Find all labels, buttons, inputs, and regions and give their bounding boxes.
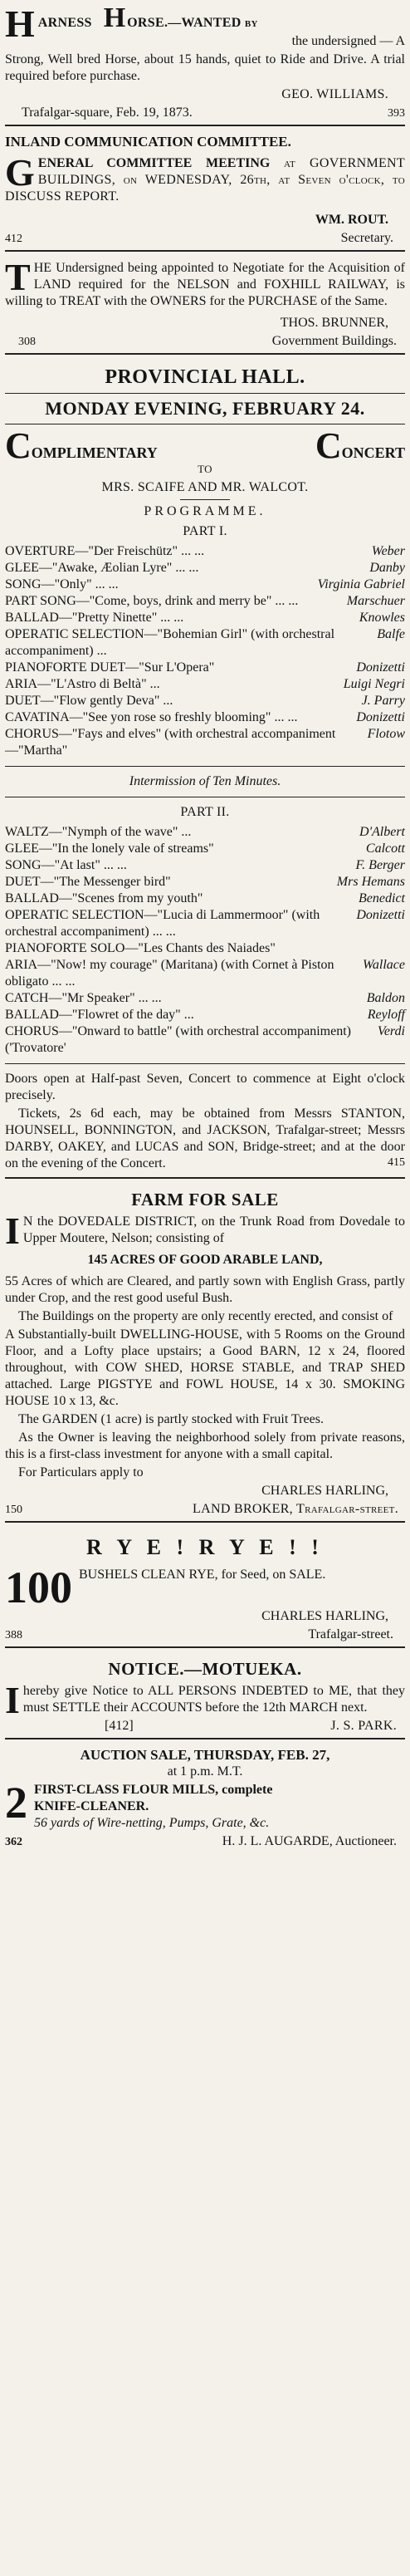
programme-item (5, 577, 405, 593)
programme-item (5, 990, 405, 1007)
programme-item-composer: Knowles (359, 611, 405, 625)
horse-dropcap: H (5, 2, 35, 45)
programme-item-title: CATCH—"Mr Speaker" ... ... (5, 991, 162, 1005)
inland-body: at GOVERNMENT BUILDINGS, on WEDNESDAY, 26th, at Seven o'clock, to DISCUSS REPORT. (5, 156, 405, 204)
concert-part1: PART I. (183, 524, 227, 538)
programme-item-title: CAVATINA—"See yon rose so freshly blooming" ... ... (5, 710, 298, 724)
concert-title (5, 424, 405, 466)
part1-list (5, 543, 405, 759)
programme-item-title: SONG—"Only" ... ... (5, 577, 119, 591)
farm-p3: A Substantially-built DWELLING-HOUSE, with 5 Rooms on the Ground Floor, and a Lofty place upstairs; a Good BARN, 12 x 24, floored throughout, with COW SHED, HORSE STABLE, and TRAP SHED attached. Large PIGSTYE and FOWL HOUSE, 14 x 30. SMOKING HOUSE 10 x 13, &c. (5, 1327, 405, 1409)
auction-heading: AUCTION SALE, THURSDAY, FEB. 27, (80, 1747, 330, 1763)
concert-venue: PROVINCIAL HALL. (105, 366, 305, 389)
farm-p4: The GARDEN (1 acre) is partly stocked with Fruit Trees. (18, 1412, 324, 1427)
rye-ad (5, 1524, 405, 1645)
programme-item (5, 560, 405, 577)
concert-title-left: COMPLIMENTARY (5, 424, 158, 466)
rye-num: 388 (5, 1628, 22, 1641)
programme-item-title: BALLAD—"Pretty Ninette" ... ... (5, 611, 184, 625)
horse-place-date: Trafalgar-square, Feb. 19, 1873. (22, 105, 193, 120)
concert-programme: PROGRAMME. (144, 504, 266, 518)
programme-item-composer: Donizetti (356, 908, 405, 922)
land-footer (5, 333, 405, 350)
inland-dropcap: G (5, 151, 35, 194)
programme-item-composer: Verdi (377, 1024, 405, 1038)
horse-body: Strong, Well bred Horse, about 15 hands, quiet to Ride and Drive. A trial required before purchase. (5, 52, 405, 83)
programme-item-title: PART SONG—"Come, boys, drink and merry be" ... ... (5, 594, 299, 608)
farm-heading: FARM FOR SALE (131, 1190, 279, 1209)
auction-signer: H. J. L. AUGARDE, Auctioneer. (222, 1834, 397, 1849)
programme-item-title: WALTZ—"Nymph of the wave" ... (5, 825, 192, 839)
farm-signer: CHARLES HARLING, (261, 1484, 388, 1499)
auction-line2: KNIFE-CLEANER. (34, 1799, 149, 1814)
inland-num: 412 (5, 233, 22, 246)
auction-line1: FIRST-CLASS FLOUR MILLS, complete (34, 1783, 273, 1798)
divider (5, 1177, 405, 1179)
programme-item (5, 1023, 405, 1057)
programme-item-composer: Virginia Gabriel (317, 577, 405, 591)
concert-title-right: CONCERT (315, 424, 405, 466)
horse-wanted-ad (5, 0, 405, 123)
farm-acres: 145 ACRES OF GOOD ARABLE LAND, (87, 1253, 323, 1268)
horse-dropcap-2: H (103, 2, 126, 33)
programme-item (5, 907, 405, 940)
programme-item-title: CHORUS—"Onward to battle" (with orchestral accompaniment) ('Trovatore' (5, 1024, 351, 1055)
concert-part2: PART II. (180, 805, 230, 819)
programme-item-composer: D'Albert (359, 825, 405, 839)
programme-item-title: GLEE—"In the lonely vale of streams" (5, 841, 214, 856)
programme-item-composer: Baldon (366, 991, 405, 1005)
land-office: Government Buildings. (271, 334, 397, 349)
programme-item-title: BALLAD—"Flowret of the day" ... (5, 1008, 194, 1022)
divider (5, 250, 405, 252)
programme-item-title: ARIA—"L'Astro di Beltà" ... (5, 677, 160, 691)
programme-item-title: DUET—"The Messenger bird" (5, 875, 171, 889)
rye-signer: CHARLES HARLING, (261, 1608, 388, 1623)
farm-p2: The Buildings on the property are only recently erected, and consist of (18, 1309, 393, 1324)
programme-item (5, 891, 405, 907)
concert-intermission: Intermission of Ten Minutes. (129, 774, 281, 788)
farm-intro: N the DOVEDALE DISTRICT, on the Trunk Road from Dovedale to Upper Moutere, Nelson; consisting of (22, 1214, 405, 1246)
programme-item-composer: Luigi Negri (343, 677, 405, 691)
land-num: 308 (18, 336, 36, 349)
farm-num: 150 (5, 1504, 22, 1517)
divider (180, 499, 230, 500)
land-acquisition-ad (5, 253, 405, 351)
programme-item (5, 940, 405, 957)
rye-footer (5, 1627, 405, 1643)
concert-num: 415 (388, 1156, 405, 1169)
concert-ad (5, 356, 405, 1175)
divider (5, 1063, 405, 1064)
farm-for-sale-ad (5, 1180, 405, 1519)
programme-item-title: PIANOFORTE DUET—"Sur L'Opera" (5, 660, 215, 675)
programme-item (5, 857, 405, 874)
auction-time: at 1 p.m. M.T. (167, 1764, 243, 1779)
farm-dropcap: I (5, 1209, 20, 1253)
programme-item (5, 626, 405, 660)
programme-item-title: OVERTURE—"Der Freischütz" ... ... (5, 544, 205, 558)
land-body: HE Undersigned being appointed to Negotiate for the Acquisition of LAND required for the NELSON and FOXHILL RAILWAY, is willing to TREAT with the OWNERS for the PURCHASE of the Same. (5, 261, 405, 309)
programme-item-title: GLEE—"Awake, Æolian Lyre" ... ... (5, 561, 199, 575)
programme-item-composer: Mrs Hemans (336, 875, 405, 889)
auction-line3: 56 yards of Wire-netting, Pumps, Grate, &c. (34, 1816, 270, 1831)
programme-item-composer: Marschuer (346, 594, 405, 608)
inland-committee-ad (5, 128, 405, 248)
farm-p1: 55 Acres of which are Cleared, and partly sown with English Grass, partly under Crop, and the rest good useful Bush. (5, 1274, 405, 1306)
programme-item (5, 676, 405, 693)
programme-item-title: PIANOFORTE SOLO—"Les Chants des Naiades" (5, 941, 276, 955)
farm-p6: For Particulars apply to (18, 1465, 144, 1480)
land-body-wrap (5, 256, 405, 310)
part2-list (5, 824, 405, 1057)
concert-tickets: Tickets, 2s 6d each, may be obtained from Messrs STANTON, HOUNSELL, BONNINGTON, and JACKSON, Trafalgar-street; Messrs DARBY, OAKEY, and LUCAS and SON, Bridge-street; and at the door on the evening of the Concert. (5, 1106, 405, 1170)
concert-doors: Doors open at Half-past Seven, Concert to commence at Eight o'clock precisely. (5, 1072, 405, 1102)
programme-item (5, 957, 405, 990)
divider (5, 353, 405, 355)
rye-big: 100 (5, 1562, 72, 1612)
programme-item-composer: Weber (371, 544, 405, 558)
programme-item-title: OPERATIC SELECTION—"Bohemian Girl" (with orchestral accompaniment) ... (5, 627, 335, 658)
farm-office: LAND BROKER, Trafalgar-street. (193, 1502, 398, 1517)
notice-body: hereby give Notice to ALL PERSONS INDEBTED to ME, that they must SETTLE their ACCOUNTS before the 12th MARCH next. (22, 1684, 405, 1715)
programme-item (5, 874, 405, 891)
programme-item-composer: Reyloff (367, 1008, 405, 1022)
programme-item (5, 660, 405, 676)
inland-body-bold: ENERAL COMMITTEE MEETING (37, 156, 271, 171)
programme-item (5, 709, 405, 726)
horse-line1: the undersigned — A (291, 34, 405, 48)
divider (5, 1738, 405, 1739)
programme-item (5, 726, 405, 759)
land-dropcap: T (5, 256, 31, 299)
concert-tickets-wrap (5, 1106, 405, 1172)
programme-item (5, 824, 405, 841)
notice-ref: [412] (105, 1719, 134, 1733)
concert-date: MONDAY EVENING, FEBRUARY 24. (45, 398, 365, 420)
divider (5, 1646, 405, 1648)
inland-signer: WM. ROUT. (315, 213, 388, 228)
notice-signer: J. S. PARK. (330, 1719, 397, 1733)
divider (5, 393, 405, 394)
horse-signer: GEO. WILLIAMS. (281, 87, 388, 101)
programme-item (5, 593, 405, 610)
programme-item-composer: Danby (369, 561, 405, 575)
rye-line: BUSHELS CLEAN RYE, for Seed, on SALE. (79, 1567, 326, 1582)
rye-office: Trafalgar-street. (308, 1627, 393, 1641)
auction-num: 362 (5, 1836, 22, 1849)
horse-footer (5, 105, 405, 121)
notice-dropcap: I (5, 1679, 20, 1721)
notice-body-wrap (5, 1679, 405, 1721)
horse-num: 393 (388, 107, 405, 120)
rye-heading: R Y E ! R Y E ! ! (86, 1535, 324, 1560)
programme-item-composer: Donizetti (356, 660, 405, 675)
programme-item (5, 1007, 405, 1023)
programme-item-composer: Donizetti (356, 710, 405, 724)
divider (5, 125, 405, 126)
farm-p5: As the Owner is leaving the neighborhood solely from private reasons, this is a first-class investment for anyone with a small capital. (5, 1430, 405, 1462)
inland-title: Secretary. (340, 231, 393, 246)
auction-ad (5, 1741, 405, 1852)
programme-item (5, 693, 405, 709)
notice-footer (5, 1718, 405, 1735)
inland-footer (5, 230, 405, 247)
programme-item-composer: Flotow (367, 727, 405, 741)
programme-item-composer: J. Parry (361, 694, 405, 708)
programme-item-title: CHORUS—"Fays and elves" (with orchestral accompaniment—"Martha" (5, 727, 336, 758)
horse-title-line: HARNESS H ORSE.—WANTED by (5, 2, 258, 45)
inland-heading: INLAND COMMUNICATION COMMITTEE. (5, 134, 291, 150)
land-signer: THOS. BRUNNER, (280, 316, 388, 331)
programme-item (5, 610, 405, 626)
programme-item-composer: Wallace (363, 958, 405, 972)
programme-item-composer: Balfe (377, 627, 405, 641)
programme-item-title: OPERATIC SELECTION—"Lucia di Lammermoor" (with orchestral accompaniment) ... ... (5, 908, 320, 939)
programme-item-title: DUET—"Flow gently Deva" ... (5, 694, 173, 708)
notice-heading: NOTICE.—MOTUEKA. (108, 1658, 302, 1679)
inland-body-wrap (5, 151, 405, 205)
auction-big: 2 (5, 1778, 27, 1828)
programme-item-composer: F. Berger (355, 858, 405, 872)
divider (5, 1521, 405, 1523)
farm-footer (5, 1501, 405, 1518)
programme-item (5, 543, 405, 560)
divider (5, 766, 405, 767)
programme-item-title: SONG—"At last" ... ... (5, 858, 127, 872)
programme-item (5, 841, 405, 857)
notice-motueka-ad (5, 1650, 405, 1736)
programme-item-title: BALLAD—"Scenes from my youth" (5, 891, 203, 905)
rye-line-wrap (5, 1562, 405, 1612)
concert-honorees: MRS. SCAIFE AND MR. WALCOT. (101, 480, 309, 494)
concert-to: TO (198, 462, 212, 475)
auction-items-wrap (5, 1778, 405, 1832)
programme-item-composer: Calcott (365, 841, 405, 856)
farm-intro-wrap (5, 1209, 405, 1253)
programme-item-composer: Benedict (359, 891, 405, 905)
auction-footer (5, 1833, 405, 1850)
programme-item-title: ARIA—"Now! my courage" (Maritana) (with Cornet à Piston obligato ... ... (5, 958, 334, 989)
